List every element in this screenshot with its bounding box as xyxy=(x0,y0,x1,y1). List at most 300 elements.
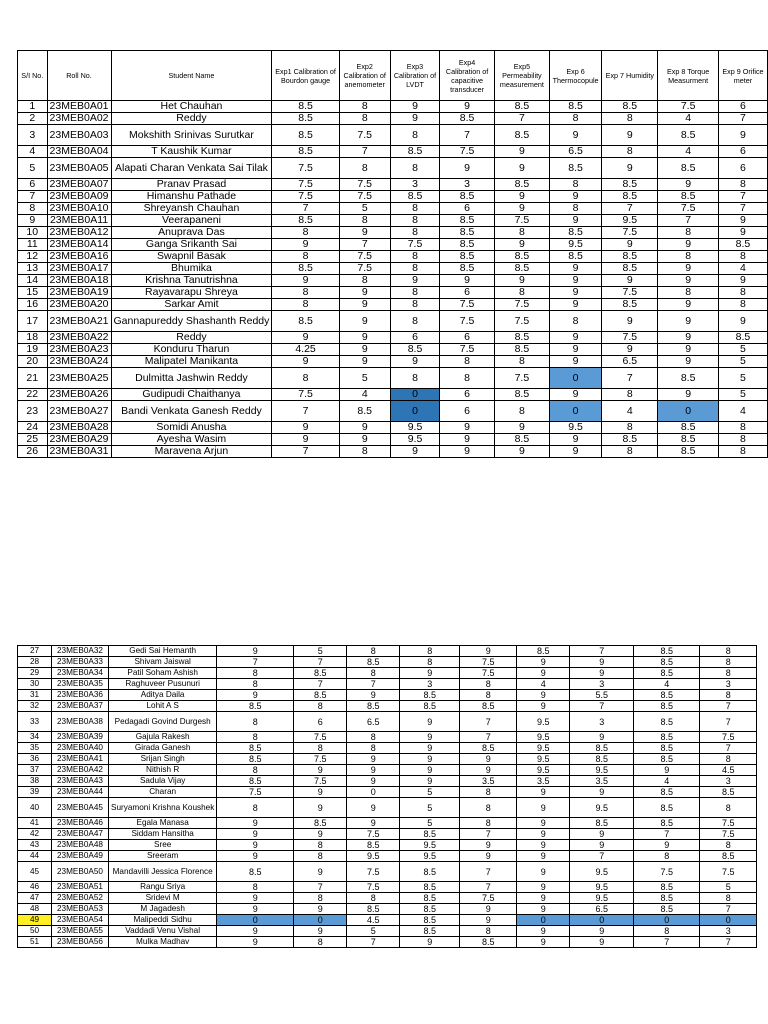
exp5-mark-cell: 7 xyxy=(460,882,517,893)
roll-number-cell: 23MEB0A28 xyxy=(47,422,111,434)
exp1-mark-cell: 9 xyxy=(217,937,294,948)
table-row xyxy=(18,690,757,701)
student-name-cell: Ayesha Wasim xyxy=(111,434,272,446)
exp5-mark-cell: 8 xyxy=(494,356,549,368)
serial-number-cell: 31 xyxy=(18,690,52,701)
table-row xyxy=(18,732,757,743)
exp7-mark-cell: 9.5 xyxy=(570,798,634,818)
exp1-mark-cell: 8.5 xyxy=(272,146,339,158)
exp6-mark-cell: 9 xyxy=(549,344,601,356)
exp1-mark-cell: 7.5 xyxy=(217,787,294,798)
exp9-mark-cell: 9 xyxy=(718,125,767,146)
roll-number-cell: 23MEB0A18 xyxy=(47,275,111,287)
roll-number-cell: 23MEB0A36 xyxy=(52,690,109,701)
exp5-mark-cell: 9 xyxy=(494,239,549,251)
exp5-mark-cell: 7.5 xyxy=(494,368,549,389)
table-row xyxy=(18,882,757,893)
exp6-mark-cell: 9 xyxy=(517,787,570,798)
serial-number-cell: 4 xyxy=(18,146,48,158)
exp4-mark-cell: 5 xyxy=(400,798,460,818)
student-name-cell: Rayavarapu Shreya xyxy=(111,287,272,299)
exp4-mark-cell: 8.5 xyxy=(400,904,460,915)
exp4-mark-cell: 8 xyxy=(400,657,460,668)
exp5-mark-cell: 7.5 xyxy=(494,215,549,227)
exp7-mark-cell: 8 xyxy=(602,113,658,125)
exp6-mark-cell: 8.5 xyxy=(549,101,601,113)
exp9-mark-cell: 5 xyxy=(718,356,767,368)
exp3-mark-cell: 8 xyxy=(390,203,439,215)
exp3-mark-cell: 9 xyxy=(347,690,400,701)
exp5-mark-cell: 8.5 xyxy=(460,743,517,754)
serial-number-cell: 42 xyxy=(18,829,52,840)
exp5-mark-cell: 7.5 xyxy=(460,657,517,668)
roll-number-cell: 23MEB0A33 xyxy=(52,657,109,668)
exp6-mark-cell: 8.5 xyxy=(549,251,601,263)
exp3-mark-cell: 9.5 xyxy=(390,434,439,446)
exp2-mark-cell: 8.5 xyxy=(294,818,347,829)
exp3-mark-cell: 8 xyxy=(390,299,439,311)
exp7-mark-cell: 3.5 xyxy=(570,776,634,787)
exp7-mark-cell: 9 xyxy=(570,668,634,679)
exp9-mark-cell: 5 xyxy=(718,389,767,401)
exp6-mark-cell: 0 xyxy=(549,401,601,422)
exp3-mark-cell: 8.5 xyxy=(390,344,439,356)
exp1-mark-cell: 0 xyxy=(217,915,294,926)
exp4-mark-cell: 9 xyxy=(400,937,460,948)
exp3-mark-cell: 4.5 xyxy=(347,915,400,926)
exp7-mark-cell: 9.5 xyxy=(570,893,634,904)
exp1-mark-cell: 9 xyxy=(217,926,294,937)
serial-number-cell: 40 xyxy=(18,798,52,818)
roll-number-cell: 23MEB0A16 xyxy=(47,251,111,263)
serial-number-cell: 41 xyxy=(18,818,52,829)
exp8-mark-cell: 8.5 xyxy=(634,882,700,893)
exp9-mark-cell: 8 xyxy=(700,893,757,904)
table-row xyxy=(18,798,757,818)
header-exp4: Exp4 Calibration of capacitive transducer xyxy=(440,51,495,101)
serial-number-cell: 7 xyxy=(18,191,48,203)
student-name-cell: Rangu Sriya xyxy=(109,882,217,893)
exp1-mark-cell: 9 xyxy=(272,356,339,368)
exp6-mark-cell: 9 xyxy=(517,926,570,937)
table-row xyxy=(18,191,768,203)
exp7-mark-cell: 8.5 xyxy=(602,191,658,203)
exp3-mark-cell: 3 xyxy=(390,179,439,191)
exp5-mark-cell: 9 xyxy=(460,754,517,765)
exp2-mark-cell: 9 xyxy=(339,287,390,299)
serial-number-cell: 51 xyxy=(18,937,52,948)
roll-number-cell: 23MEB0A52 xyxy=(52,893,109,904)
header-exp2: Exp2 Calibration of anemometer xyxy=(339,51,390,101)
exp6-mark-cell: 9 xyxy=(549,299,601,311)
exp2-mark-cell: 5 xyxy=(294,646,347,657)
exp6-mark-cell: 9 xyxy=(517,798,570,818)
exp4-mark-cell: 8.5 xyxy=(440,263,495,275)
exp9-mark-cell: 6 xyxy=(718,101,767,113)
exp6-mark-cell: 9 xyxy=(517,657,570,668)
serial-number-cell: 17 xyxy=(18,311,48,332)
student-name-cell: Konduru Tharun xyxy=(111,344,272,356)
exp3-mark-cell: 9.5 xyxy=(347,851,400,862)
student-name-cell: Mulka Madhav xyxy=(109,937,217,948)
exp8-mark-cell: 7 xyxy=(634,937,700,948)
roll-number-cell: 23MEB0A38 xyxy=(52,712,109,732)
exp9-mark-cell: 7 xyxy=(700,712,757,732)
table-row xyxy=(18,446,768,458)
exp9-mark-cell: 8.5 xyxy=(718,332,767,344)
exp2-mark-cell: 8 xyxy=(339,101,390,113)
exp6-mark-cell: 9 xyxy=(549,332,601,344)
exp6-mark-cell: 8 xyxy=(549,179,601,191)
exp9-mark-cell: 5 xyxy=(718,344,767,356)
exp9-mark-cell: 7 xyxy=(700,937,757,948)
exp9-mark-cell: 0 xyxy=(700,915,757,926)
exp5-mark-cell: 8.5 xyxy=(494,344,549,356)
student-name-cell: Sreeram xyxy=(109,851,217,862)
exp4-mark-cell: 9 xyxy=(440,275,495,287)
exp1-mark-cell: 9 xyxy=(217,851,294,862)
exp7-mark-cell: 8.5 xyxy=(602,251,658,263)
exp8-mark-cell: 8.5 xyxy=(634,893,700,904)
exp9-mark-cell: 8 xyxy=(718,179,767,191)
exp1-mark-cell: 8.5 xyxy=(217,754,294,765)
exp7-mark-cell: 9 xyxy=(570,732,634,743)
roll-number-cell: 23MEB0A42 xyxy=(52,765,109,776)
student-name-cell: Veerapaneni xyxy=(111,215,272,227)
exp4-mark-cell: 9 xyxy=(400,712,460,732)
exp8-mark-cell: 8 xyxy=(658,227,719,239)
exp6-mark-cell: 9 xyxy=(549,389,601,401)
roll-number-cell: 23MEB0A02 xyxy=(47,113,111,125)
serial-number-cell: 47 xyxy=(18,893,52,904)
exp8-mark-cell: 8.5 xyxy=(658,158,719,179)
exp4-mark-cell: 8.5 xyxy=(400,926,460,937)
serial-number-cell: 2 xyxy=(18,113,48,125)
exp7-mark-cell: 5.5 xyxy=(570,690,634,701)
roll-number-cell: 23MEB0A43 xyxy=(52,776,109,787)
exp2-mark-cell: 8 xyxy=(339,215,390,227)
student-name-cell: Mokshith Srinivas Surutkar xyxy=(111,125,272,146)
table-row xyxy=(18,743,757,754)
roll-number-cell: 23MEB0A01 xyxy=(47,101,111,113)
exp1-mark-cell: 4.25 xyxy=(272,344,339,356)
exp9-mark-cell: 8 xyxy=(718,251,767,263)
student-name-cell: Vaddadi Venu Vishal xyxy=(109,926,217,937)
exp1-mark-cell: 8.5 xyxy=(272,113,339,125)
roll-number-cell: 23MEB0A10 xyxy=(47,203,111,215)
exp4-mark-cell: 8 xyxy=(440,368,495,389)
roll-number-cell: 23MEB0A49 xyxy=(52,851,109,862)
exp4-mark-cell: 8.5 xyxy=(440,239,495,251)
table-row xyxy=(18,368,768,389)
roll-number-cell: 23MEB0A04 xyxy=(47,146,111,158)
serial-number-cell: 46 xyxy=(18,882,52,893)
exp4-mark-cell: 6 xyxy=(440,332,495,344)
exp5-mark-cell: 8.5 xyxy=(494,434,549,446)
exp6-mark-cell: 9 xyxy=(517,668,570,679)
roll-number-cell: 23MEB0A34 xyxy=(52,668,109,679)
exp8-mark-cell: 9 xyxy=(658,179,719,191)
exp4-mark-cell: 9.5 xyxy=(400,851,460,862)
table-row xyxy=(18,311,768,332)
exp1-mark-cell: 7 xyxy=(272,446,339,458)
exp2-mark-cell: 9 xyxy=(339,422,390,434)
exp3-mark-cell: 9 xyxy=(390,446,439,458)
exp5-mark-cell: 9 xyxy=(460,840,517,851)
table-row xyxy=(18,113,768,125)
exp6-mark-cell: 9 xyxy=(517,904,570,915)
serial-number-cell: 29 xyxy=(18,668,52,679)
table-row xyxy=(18,146,768,158)
exp8-mark-cell: 8.5 xyxy=(634,668,700,679)
exp5-mark-cell: 8 xyxy=(460,690,517,701)
exp8-mark-cell: 7 xyxy=(658,215,719,227)
student-name-cell: Gedi Sai Hemanth xyxy=(109,646,217,657)
exp6-mark-cell: 8 xyxy=(549,311,601,332)
serial-number-cell: 26 xyxy=(18,446,48,458)
exp3-mark-cell: 9 xyxy=(390,356,439,368)
exp3-mark-cell: 9 xyxy=(390,101,439,113)
table-row xyxy=(18,937,757,948)
roll-number-cell: 23MEB0A14 xyxy=(47,239,111,251)
header-exp3: Exp3 Calibration of LVDT xyxy=(390,51,439,101)
exp5-mark-cell: 9 xyxy=(494,275,549,287)
student-name-cell: Shivam Jaiswal xyxy=(109,657,217,668)
student-name-cell: Malipeddi Sidhu xyxy=(109,915,217,926)
exp3-mark-cell: 9 xyxy=(347,818,400,829)
exp2-mark-cell: 9 xyxy=(294,765,347,776)
exp6-mark-cell: 9.5 xyxy=(549,239,601,251)
roll-number-cell: 23MEB0A23 xyxy=(47,344,111,356)
exp5-mark-cell: 8.5 xyxy=(494,179,549,191)
exp1-mark-cell: 8 xyxy=(217,765,294,776)
exp1-mark-cell: 8.5 xyxy=(272,215,339,227)
exp5-mark-cell: 9 xyxy=(494,158,549,179)
student-name-cell: Sridevi M xyxy=(109,893,217,904)
table-row xyxy=(18,251,768,263)
exp9-mark-cell: 8 xyxy=(700,646,757,657)
exp8-mark-cell: 8.5 xyxy=(658,446,719,458)
exp6-mark-cell: 9.5 xyxy=(517,712,570,732)
student-name-cell: Girada Ganesh xyxy=(109,743,217,754)
exp1-mark-cell: 9 xyxy=(217,690,294,701)
exp5-mark-cell: 7 xyxy=(460,829,517,840)
exp5-mark-cell: 9 xyxy=(494,191,549,203)
exp9-mark-cell: 9 xyxy=(718,311,767,332)
exp9-mark-cell: 7.5 xyxy=(700,829,757,840)
exp2-mark-cell: 8.5 xyxy=(294,690,347,701)
exp7-mark-cell: 8.5 xyxy=(602,263,658,275)
exp1-mark-cell: 9 xyxy=(217,893,294,904)
student-name-cell: Ganga Srikanth Sai xyxy=(111,239,272,251)
table-row xyxy=(18,840,757,851)
table-row xyxy=(18,239,768,251)
exp2-mark-cell: 7.5 xyxy=(339,179,390,191)
serial-number-cell: 15 xyxy=(18,287,48,299)
exp2-mark-cell: 8 xyxy=(339,446,390,458)
exp6-mark-cell: 9.5 xyxy=(517,743,570,754)
serial-number-cell: 27 xyxy=(18,646,52,657)
exp9-mark-cell: 8 xyxy=(718,446,767,458)
serial-number-cell: 14 xyxy=(18,275,48,287)
exp5-mark-cell: 7 xyxy=(460,712,517,732)
roll-number-cell: 23MEB0A24 xyxy=(47,356,111,368)
exp4-mark-cell: 9 xyxy=(400,743,460,754)
exp2-mark-cell: 4 xyxy=(339,389,390,401)
roll-number-cell: 23MEB0A32 xyxy=(52,646,109,657)
roll-number-cell: 23MEB0A55 xyxy=(52,926,109,937)
exp9-mark-cell: 8 xyxy=(718,422,767,434)
exp7-mark-cell: 8.5 xyxy=(570,743,634,754)
table-row xyxy=(18,287,768,299)
exp9-mark-cell: 8 xyxy=(700,754,757,765)
table-row xyxy=(18,344,768,356)
serial-number-cell: 37 xyxy=(18,765,52,776)
exp7-mark-cell: 6.5 xyxy=(602,356,658,368)
exp3-mark-cell: 8 xyxy=(390,263,439,275)
exp1-mark-cell: 7.5 xyxy=(272,191,339,203)
exp2-mark-cell: 7 xyxy=(294,679,347,690)
exp2-mark-cell: 9 xyxy=(339,356,390,368)
roll-number-cell: 23MEB0A53 xyxy=(52,904,109,915)
exp8-mark-cell: 9 xyxy=(658,299,719,311)
exp3-mark-cell: 8.5 xyxy=(347,840,400,851)
exp4-mark-cell: 6 xyxy=(440,401,495,422)
exp4-mark-cell: 8.5 xyxy=(400,829,460,840)
serial-number-cell: 35 xyxy=(18,743,52,754)
serial-number-cell: 33 xyxy=(18,712,52,732)
exp1-mark-cell: 8 xyxy=(217,712,294,732)
exp9-mark-cell: 8.5 xyxy=(700,851,757,862)
exp1-mark-cell: 8 xyxy=(272,299,339,311)
exp8-mark-cell: 4 xyxy=(658,113,719,125)
exp4-mark-cell: 7 xyxy=(440,125,495,146)
exp8-mark-cell: 7.5 xyxy=(634,862,700,882)
exp7-mark-cell: 9 xyxy=(602,275,658,287)
exp9-mark-cell: 7 xyxy=(700,701,757,712)
table-row xyxy=(18,646,757,657)
serial-number-cell: 18 xyxy=(18,332,48,344)
serial-number-cell: 5 xyxy=(18,158,48,179)
exp2-mark-cell: 9 xyxy=(339,344,390,356)
exp7-mark-cell: 9 xyxy=(602,158,658,179)
exp9-mark-cell: 8 xyxy=(718,299,767,311)
exp1-mark-cell: 8.5 xyxy=(272,263,339,275)
exp2-mark-cell: 7.5 xyxy=(339,191,390,203)
exp3-mark-cell: 8 xyxy=(347,732,400,743)
exp3-mark-cell: 7 xyxy=(347,679,400,690)
exp9-mark-cell: 5 xyxy=(718,368,767,389)
exp7-mark-cell: 9.5 xyxy=(570,765,634,776)
student-name-cell: Gannapureddy Shashanth Reddy xyxy=(111,311,272,332)
exp7-mark-cell: 9 xyxy=(570,840,634,851)
student-name-cell: Srijan Singh xyxy=(109,754,217,765)
header-exp7: Exp 7 Humidity xyxy=(602,51,658,101)
exp8-mark-cell: 8.5 xyxy=(634,646,700,657)
exp9-mark-cell: 8 xyxy=(700,798,757,818)
exp3-mark-cell: 6.5 xyxy=(347,712,400,732)
student-name-cell: Reddy xyxy=(111,332,272,344)
student-name-cell: Mandavilli Jessica Florence xyxy=(109,862,217,882)
roll-number-cell: 23MEB0A35 xyxy=(52,679,109,690)
exp3-mark-cell: 9 xyxy=(347,776,400,787)
exp6-mark-cell: 9 xyxy=(517,937,570,948)
exp6-mark-cell: 9 xyxy=(549,446,601,458)
exp5-mark-cell: 9 xyxy=(460,904,517,915)
exp2-mark-cell: 9 xyxy=(294,862,347,882)
exp4-mark-cell: 9 xyxy=(400,732,460,743)
roll-number-cell: 23MEB0A11 xyxy=(47,215,111,227)
exp7-mark-cell: 9 xyxy=(570,937,634,948)
exp8-mark-cell: 8 xyxy=(658,251,719,263)
serial-number-cell: 25 xyxy=(18,434,48,446)
student-name-cell: Raghuveer Pusunuri xyxy=(109,679,217,690)
serial-number-cell: 34 xyxy=(18,732,52,743)
exp6-mark-cell: 9 xyxy=(517,862,570,882)
exp9-mark-cell: 8 xyxy=(718,434,767,446)
exp4-mark-cell: 8.5 xyxy=(400,882,460,893)
exp6-mark-cell: 9 xyxy=(517,701,570,712)
student-name-cell: Lohit A S xyxy=(109,701,217,712)
exp2-mark-cell: 9 xyxy=(294,798,347,818)
exp4-mark-cell: 8.5 xyxy=(440,113,495,125)
exp3-mark-cell: 9 xyxy=(390,113,439,125)
exp4-mark-cell: 6 xyxy=(440,287,495,299)
exp7-mark-cell: 9.5 xyxy=(570,862,634,882)
roll-number-cell: 23MEB0A03 xyxy=(47,125,111,146)
exp9-mark-cell: 4 xyxy=(718,263,767,275)
student-name-cell: Himanshu Pathade xyxy=(111,191,272,203)
exp2-mark-cell: 8.5 xyxy=(339,401,390,422)
exp4-mark-cell: 9 xyxy=(400,668,460,679)
exp7-mark-cell: 8 xyxy=(602,422,658,434)
exp7-mark-cell: 7.5 xyxy=(602,332,658,344)
serial-number-cell: 19 xyxy=(18,344,48,356)
table-row xyxy=(18,158,768,179)
header-exp8: Exp 8 Torque Measurment xyxy=(658,51,719,101)
serial-number-cell: 44 xyxy=(18,851,52,862)
exp3-mark-cell: 8.5 xyxy=(390,191,439,203)
exp9-mark-cell: 6 xyxy=(718,146,767,158)
exp6-mark-cell: 9 xyxy=(549,215,601,227)
table-row xyxy=(18,754,757,765)
exp5-mark-cell: 8.5 xyxy=(494,263,549,275)
exp4-mark-cell: 9.5 xyxy=(400,840,460,851)
exp8-mark-cell: 9 xyxy=(634,765,700,776)
serial-number-cell: 16 xyxy=(18,299,48,311)
exp4-mark-cell: 9 xyxy=(400,765,460,776)
exp3-mark-cell: 0 xyxy=(390,401,439,422)
exp7-mark-cell: 4 xyxy=(602,401,658,422)
serial-number-cell: 43 xyxy=(18,840,52,851)
exp5-mark-cell: 7 xyxy=(494,113,549,125)
exp9-mark-cell: 3 xyxy=(700,926,757,937)
table-row xyxy=(18,926,757,937)
roll-number-cell: 23MEB0A31 xyxy=(47,446,111,458)
exp9-mark-cell: 6 xyxy=(718,158,767,179)
serial-number-cell: 38 xyxy=(18,776,52,787)
exp9-mark-cell: 8 xyxy=(700,668,757,679)
serial-number-cell: 22 xyxy=(18,389,48,401)
exp7-mark-cell: 7 xyxy=(602,368,658,389)
exp5-mark-cell: 7.5 xyxy=(494,299,549,311)
exp4-mark-cell: 9 xyxy=(440,158,495,179)
exp2-mark-cell: 9 xyxy=(294,926,347,937)
exp4-mark-cell: 5 xyxy=(400,787,460,798)
exp2-mark-cell: 5 xyxy=(339,203,390,215)
serial-number-cell: 28 xyxy=(18,657,52,668)
exp8-mark-cell: 8.5 xyxy=(634,712,700,732)
